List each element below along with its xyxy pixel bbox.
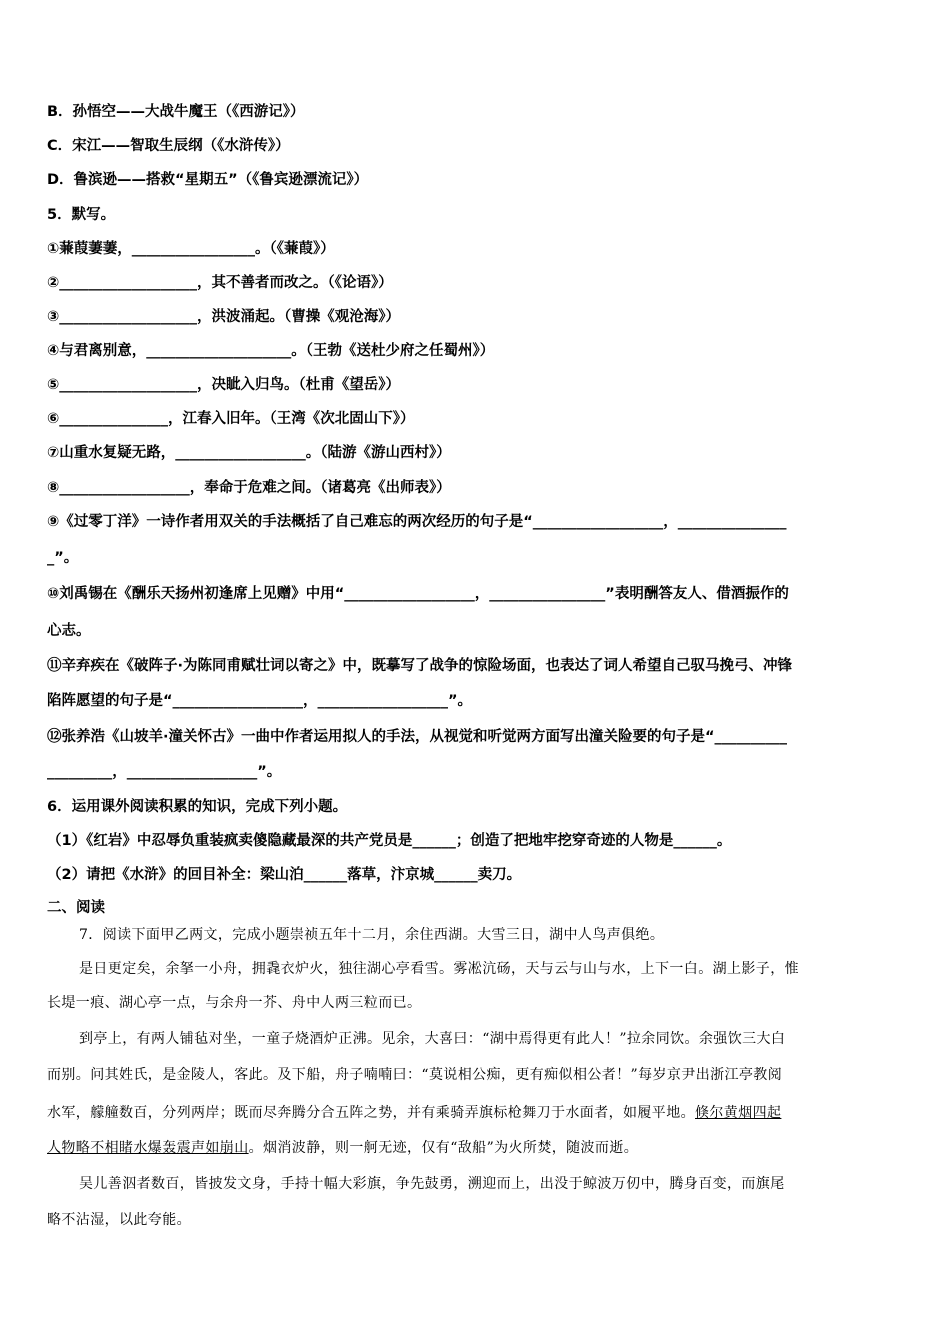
q7-underlined-phrase-1: 倏尔黄烟四起 — [695, 1105, 782, 1121]
q7-line-6 — [47, 1138, 638, 1158]
q7-line-1: 是日更定矣，余拏一小舟，拥毳衣炉火，独往湖心亭看雪。雾凇沆砀，天与云与山与水，上下一白。湖上影子，惟 — [79, 961, 799, 977]
q5-item-11-cont: 陷阵愿望的句子是“__________________，__________________”。 — [47, 693, 473, 709]
q7-line-4: 而别。问其姓氏，是金陵人，客此。及下船，舟子喃喃曰：“莫说相公痴，更有痴似相公者！”每岁京尹出浙江亭教阅 — [47, 1067, 783, 1083]
q7-underlined-phrase-2: 人物略不相睹水爆轰震声如崩山 — [47, 1140, 249, 1156]
q6-part-1: （1）《红岩》中忍辱负重装疯卖傻隐藏最深的共产党员是______；创造了把地牢挖穿奇迹的人物是______。 — [47, 833, 732, 849]
q5-item-7: ⑦山重水复疑无路，__________________。（陆游《游山西村》） — [47, 445, 451, 461]
q5-item-2: ②___________________，其不善者而改之。（《论语》） — [47, 275, 393, 291]
question-5-title: 5．默写。 — [47, 207, 116, 223]
q5-item-3: ③___________________，洪波涌起。（曹操《观沧海》） — [47, 309, 401, 325]
q7-line-5-text: 水军，艨艟数百，分列两岸；既而尽奔腾分合五阵之势，并有乘骑弄旗标枪舞刀于水面者，如履平地。 — [47, 1105, 695, 1121]
q5-item-5: ⑤___________________，决眦入归鸟。（杜甫《望岳》） — [47, 377, 401, 393]
q5-item-1: ①蒹葭萋萋，_________________。（《蒹葭》） — [47, 241, 335, 257]
q7-line-5 — [47, 1103, 781, 1123]
q5-item-10-cont: 心志。 — [47, 623, 91, 639]
q7-line-7: 吴儿善泅者数百，皆披发文身，手持十幅大彩旗，争先鼓勇，溯迎而上，出没于鲸波万仞中，腾身百变，而旗尾 — [79, 1176, 785, 1192]
q5-item-9: ⑨《过零丁洋》一诗作者用双关的手法概括了自己难忘的两次经历的句子是“__________________，_______________ — [47, 514, 787, 530]
q5-item-8: ⑧__________________，奉命于危难之间。（诸葛亮《出师表》） — [47, 480, 451, 496]
section-heading: 二、阅读 — [47, 900, 105, 916]
q7-intro: 7．阅读下面甲乙两文，完成小题崇祯五年十二月，余住西湖。大雪三日，湖中人鸟声俱绝。 — [79, 927, 665, 943]
q5-item-6: ⑥_______________，江春入旧年。（王湾《次北固山下》） — [47, 411, 415, 427]
option-d: D．鲁滨逊——搭救“星期五”（《鲁宾逊漂流记》） — [47, 172, 369, 188]
q5-item-4: ④与君离别意，____________________。（王勃《送杜少府之任蜀州》） — [47, 343, 495, 359]
option-c: C．宋江——智取生辰纲（《水浒传》） — [47, 138, 290, 154]
option-b: B．孙悟空——大战牛魔王（《西游记》） — [47, 104, 305, 120]
q5-item-10: ⑩刘禹锡在《酬乐天扬州初逢席上见赠》中用“__________________，________________”表明酬答友人、借酒振作的 — [47, 586, 789, 602]
q7-line-6-text: 。烟消波静，则一舸无迹，仅有“敌船”为火所焚，随波而逝。 — [248, 1140, 639, 1156]
q6-part-2: （2）请把《水浒》的回目补全：梁山泊______落草，汴京城______卖刀。 — [47, 867, 522, 883]
q5-item-9-cont: _”。 — [47, 550, 79, 566]
q5-item-12: ⑫张养浩《山坡羊·潼关怀古》一曲中作者运用拟人的手法，从视觉和听觉两方面写出潼关险要的句子是“__________ — [47, 729, 788, 745]
q5-item-12-cont: _________，__________________”。 — [47, 764, 282, 780]
q7-line-3: 到亭上，有两人铺毡对坐，一童子烧酒炉正沸。见余，大喜曰：“湖中焉得更有此人！”拉余同饮。余强饮三大白 — [79, 1031, 786, 1047]
q7-line-2: 长堤一痕、湖心亭一点，与余舟一芥、舟中人两三粒而已。 — [47, 995, 422, 1011]
q7-line-8: 略不沾湿，以此夸能。 — [47, 1212, 191, 1228]
question-6-title: 6．运用课外阅读积累的知识，完成下列小题。 — [47, 799, 348, 815]
q5-item-11: ⑪辛弃疾在《破阵子·为陈同甫赋壮词以寄之》中，既摹写了战争的惊险场面，也表达了词人希望自己驭马挽弓、冲锋 — [47, 658, 793, 674]
